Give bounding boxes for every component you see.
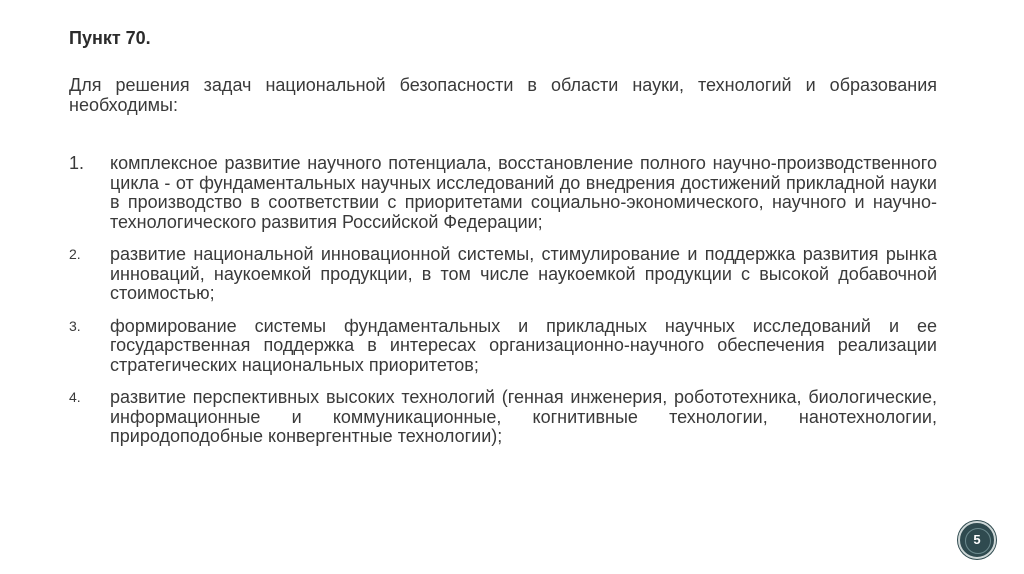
item-text: развитие национальной инновационной системы, стимулирование и поддержка развития рынка инноваций, наукоемкой продукции, в том числе наукоемкой продукции с высокой добавочной стоимостью; — [110, 244, 937, 303]
list-item — [69, 154, 937, 232]
intro-paragraph: Для решения задач национальной безопасности в области науки, технологий и образования необходимы: — [69, 75, 937, 115]
item-number: 3. — [69, 317, 81, 334]
section-heading: Пункт 70. — [69, 28, 151, 48]
list-item — [69, 317, 937, 376]
list-item — [69, 245, 937, 304]
item-text: формирование системы фундаментальных и прикладных научных исследований и ее государственная поддержка в интересах организационно-научного обеспечения реализации стратегических национальных приоритетов; — [110, 315, 937, 375]
item-text: развитие перспективных высоких технологий (генная инженерия, робототехника, биологические, информационные и коммуникационные, когнитивные технологии, нанотехнологии, природоподобные конвергентные технологии); — [110, 387, 937, 446]
page-number: 5 — [973, 532, 981, 547]
list-item — [69, 388, 937, 447]
item-number: 1. — [69, 153, 85, 173]
item-number: 2. — [69, 246, 81, 262]
item-number: 4. — [69, 389, 81, 405]
item-text: комплексное развитие научного потенциала, восстановление полного научно-производственного цикла - от фундаментальных научных исследований до внедрения достижений прикладной науки в производство в соответствии с приоритетами социально-экономического, научного и научно-технологического развития Российской Федерации; — [110, 153, 937, 232]
page-number-badge — [958, 521, 996, 559]
numbered-list — [69, 154, 937, 447]
